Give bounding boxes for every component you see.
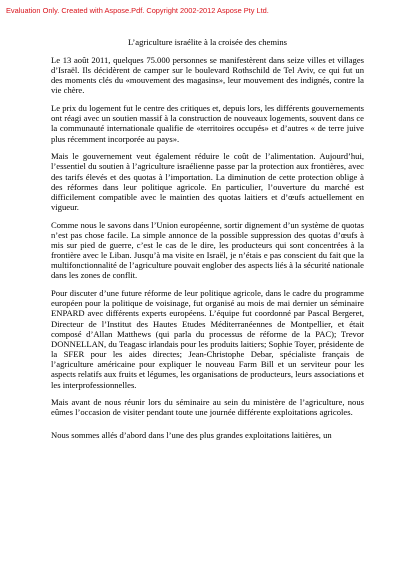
document-page: [51, 37, 364, 447]
paragraph-7: Nous sommes allés d’abord dans l’une des plus grandes exploitations laitières, un: [51, 429, 332, 440]
evaluation-watermark: Evaluation Only. Created with Aspose.Pdf. Copyright 2002-2012 Aspose Pty Ltd.: [6, 6, 269, 15]
paragraph-6: Mais avant de nous réunir lors du séminaire au sein du ministère de l’agriculture, nous eûmes l’occasion de visiter pendant toute une journée différente exploitations agricoles.: [51, 397, 364, 418]
paragraph-5: Pour discuter d’une future réforme de leur politique agricole, dans le cadre du programme européen pour la politique de voisinage, fut organisé au mois de mai dernier un séminaire ENPARD avec différents experts européens. L’équipe fut coordonné par Pascal Bergeret, Directeur de l’Institut des Hautes Etudes Méditerranéennes de Montpellier, et était composé d’Allan Matthews (qui parla du processus de réforme de la PAC); Trevor DONNELLAN, du Teagasc irlandais pour les produits laitiers; Sophie Toyer, présidente de la SFER pour les aides directes; Jean-Christophe Debar, spécialiste français de l’agriculture américaine pour expliquer le nouveau Farm Bill et un serviteur pour les aspects relatifs aux fruits et légumes, les organisations de producteurs, leurs associations et les interprofessionnelles.: [51, 288, 364, 390]
paragraph-2: Le prix du logement fut le centre des critiques et, depuis lors, les différents gouvernements ont réagi avec un soutien massif à la construction de nouveaux logements, souvent dans ce la communauté internationale qualifie de «territoires occupés» et d’autres « de terre juive plus récemment incorporée au pays».: [51, 103, 364, 144]
paragraph-4: Comme nous le savons dans l’Union européenne, sortir dignement d’un système de quotas n’est pas chose facile. La simple annonce de la possible suppression des quotas d’œufs à mis sur pied de guerre, c’est le cas de le dire, les producteurs qui sont concentrées à la frontière avec le Liban. Jusqu’à ma visite en Israël, je n’étais e pas conscient du fait que la multifonctionnalité de l’agriculture pouvait englober des aspects liés à la sécurité nationale dans les zones de conflit.: [51, 219, 364, 281]
paragraph-3: Mais le gouvernement veut également réduire le coût de l’alimentation. Aujourd’hui, l’essentiel du soutien à l’agriculture israélienne passe par la protection aux frontières, avec des tarifs élevés et des quotas à l’importation. La diminution de cette protection oblige à des réformes dans leur politique agricole. En particulier, l’ouverture du marché est difficilement compatible avec le maintien des quotas laitiers et d’œufs actuellement en vigueur.: [51, 151, 364, 213]
document-title: L’agriculture israélite à la croisée des chemins: [127, 37, 288, 47]
paragraph-1: Le 13 août 2011, quelques 75.000 personnes se manifestèrent dans seize villes et villages d’Israël. Ils décidèrent de camper sur le boulevard Rothschild de Tel Aviv, ce qui fut un des moments clés du «mouvement des magasins», leur mouvement des indignés, contre la vie chère.: [51, 55, 364, 96]
